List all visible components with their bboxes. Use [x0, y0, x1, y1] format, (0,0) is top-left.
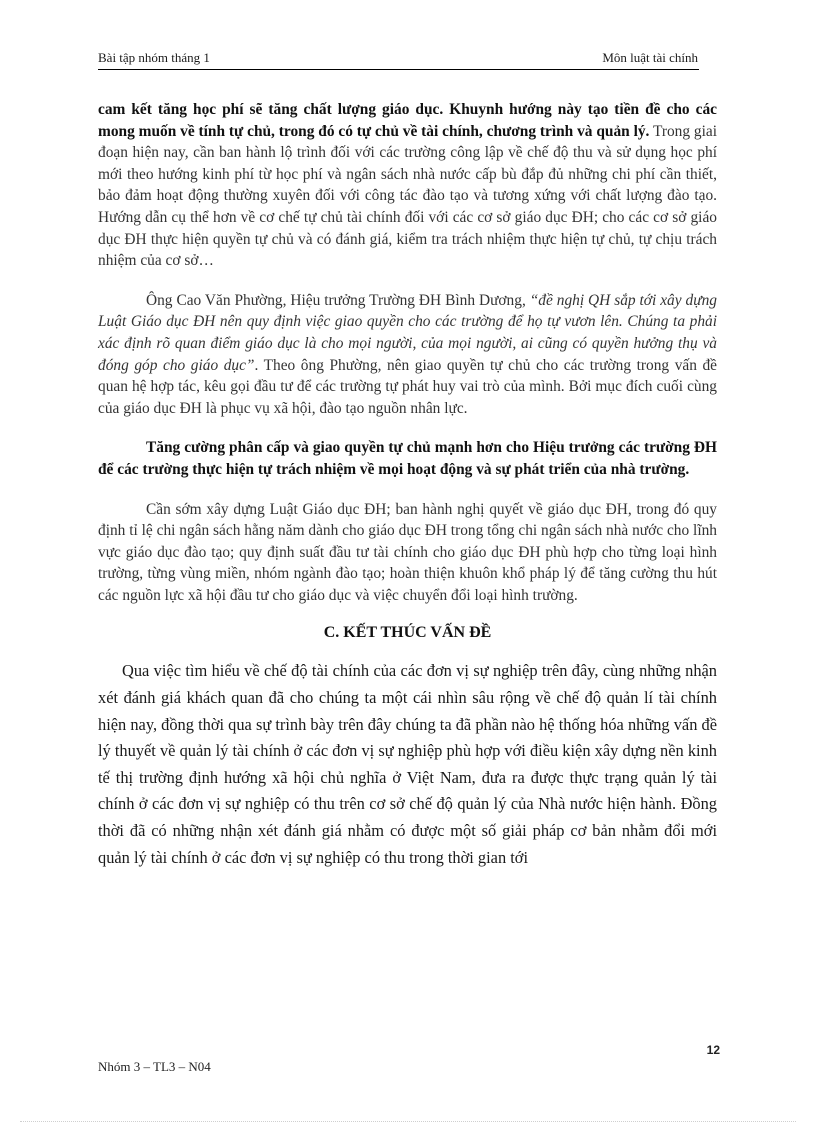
page-number: 12: [706, 1043, 720, 1057]
paragraph-tuition-rest: Trong giai đoạn hiện nay, cần ban hành lộ trình đối với các trường công lập về chế độ thu và sử dụng học phí mới theo hướng kinh phí từ học phí và ngân sách nhà nước cấp bù đắp đủ những chi phí cần thiết, bảo đảm hoạt động thường xuyên đối với công tác đào tạo và tương xứng với chất lượng đào tạo. Hướng dẫn cụ thể hơn về cơ chế tự chủ tài chính đối với các cơ sở giáo dục ĐH; cho các cơ sở giáo dục ĐH thực hiện quyền tự chủ và có đánh giá, kiểm tra trách nhiệm thực hiện tự chủ, tự chịu trách nhiệm của cơ sở…: [98, 122, 717, 270]
page-body: [98, 99, 717, 871]
page-bottom-border: [20, 1121, 796, 1122]
header-subject: Môn luật tài chính: [602, 50, 698, 65]
paragraph-tuition-bold: cam kết tăng học phí sẽ tăng chất lượng giáo dục. Khuynh hướng này tạo tiền đề cho các mong muốn về tính tự chủ, trong đó có tự chủ về tài chính, chương trình và quản lý.: [98, 101, 717, 140]
paragraph-quote-intro: Ông Cao Văn Phường, Hiệu trưởng Trường ĐH Bình Dương,: [146, 291, 530, 309]
paragraph-quote-italic: “đề nghị QH sắp tới xây dựng Luật Giáo dục ĐH nên quy định việc giao quyền cho các trường để họ tự vươn lên. Chúng ta phải xác định rõ quan điểm giáo dục là cho mọi người, của mọi người, ai cũng có quyền hưởng thụ và đóng góp cho giáo dục”: [98, 291, 717, 374]
header-course-title: Bài tập nhóm tháng 1: [98, 50, 210, 65]
paragraph-law-proposal: Cần sớm xây dựng Luật Giáo dục ĐH; ban hành nghị quyết về giáo dục ĐH, trong đó quy định tỉ lệ chi ngân sách hằng năm dành cho giáo dục ĐH trong tổng chi ngân sách nhà nước cho lĩnh vực giáo dục đào tạo; quy định suất đầu tư tài chính cho giáo dục ĐH phù hợp cho từng loại hình trường, từng vùng miền, nhóm ngành đào tạo; hoàn thiện khuôn khổ pháp lý để tăng cường thu hút các nguồn lực xã hội đầu tư cho giáo dục và việc chuyển đổi loại hình trường.: [98, 500, 717, 604]
conclusion-paragraph: Qua việc tìm hiểu về chế độ tài chính của các đơn vị sự nghiệp trên đây, cùng những nhận xét đánh giá khách quan đã cho chúng ta một cái nhìn sâu rộng về chế độ quản lí tài chính hiện nay, đồng thời qua sự trình bày trên đây chúng ta đã phần nào hệ thống hóa những vấn đề lý thuyết về quản lý tài chính ở các đơn vị sự nghiệp phù hợp với điều kiện xây dựng nền kinh tế thị trường định hướng xã hội chủ nghĩa ở Việt Nam, đưa ra được thực trạng quản lý tài chính ở các đơn vị sự nghiệp có thu trên cơ sở chế độ quản lý của Nhà nước hiện hành. Đồng thời đã có những nhận xét đánh giá nhằm có được một số giải pháp cơ bản nhằm đổi mới quản lý tài chính ở các đơn vị sự nghiệp có thu trong thời gian tới: [98, 661, 717, 867]
paragraph-quote: [98, 290, 717, 420]
footer-group: Nhóm 3 – TL3 – N04: [98, 1059, 211, 1074]
header-divider: [98, 69, 699, 70]
paragraph-decentralization: Tăng cường phân cấp và giao quyền tự chủ mạnh hơn cho Hiệu trưởng các trường ĐH để các trường thực hiện tự trách nhiệm về mọi hoạt động và sự phát triển của nhà trường.: [98, 439, 717, 478]
section-title: C. KẾT THÚC VẤN ĐỀ: [323, 624, 492, 642]
page-header: [98, 50, 698, 66]
paragraph-tuition: [98, 99, 717, 272]
paragraph-quote-rest: . Theo ông Phường, nên giao quyền tự chủ cho các trường trong vấn đề quan hệ hợp tác, kêu gọi đầu tư để các trường tự phát huy vai trò của mình. Bởi mục đích cuối cùng của giáo dục ĐH là phục vụ xã hội, đào tạo nguồn nhân lực.: [98, 356, 717, 417]
